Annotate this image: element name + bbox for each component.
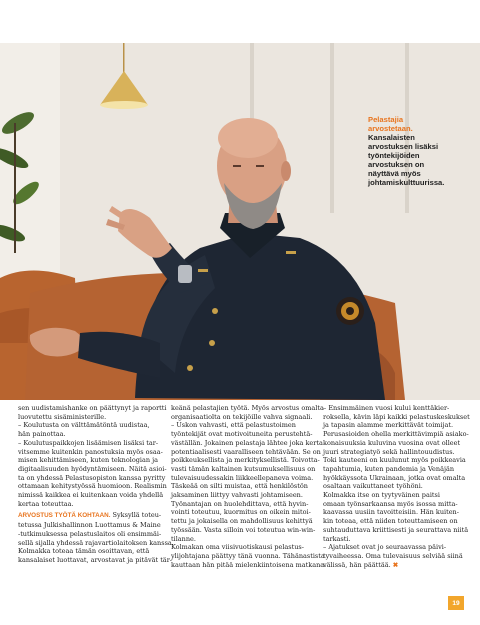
- text-line: hyökkäyssota Ukrainaan, jotka ovat omalta: [323, 473, 466, 482]
- text-line: työntekijät ovat motivoituneita perustehtä-: [171, 430, 313, 439]
- text-line: osaltaan vaikuttaneet työhöni.: [323, 482, 423, 491]
- text-line: sen uudistamishanke on päättynyt ja raportti: [18, 404, 167, 412]
- text-line: vitsemme kuitenkin panostuksia myös osaa-: [18, 447, 163, 456]
- text-line: tettu ja jokaisella on mahdollisuus kehittyä: [171, 517, 313, 526]
- text-line: tapahtumia, kuten pandemia ja Venäjän: [323, 464, 455, 473]
- text-line: konaisuuksia kuluvina vuosina ovat olleet: [323, 438, 461, 447]
- feature-photo: [0, 43, 480, 400]
- text-line: omaan työnsarkaansa myös isossa mitta-: [323, 499, 458, 508]
- text-line: Työnantajan on huolehdittava, että hyvin-: [171, 499, 309, 508]
- page-number-badge: [448, 596, 464, 610]
- text-line: Perusasioiden ohella merkittävimpiä asiako-: [323, 430, 469, 439]
- text-line: ylijohtajana päättyy tänä vuonna. Tähänastista: [171, 551, 325, 560]
- text-line: sellä sijalla yhdessä rajavartiolaitoksen kanssa.: [18, 538, 174, 547]
- photo-caption: [368, 115, 468, 187]
- caption-body-line: arvostuksen on: [368, 160, 425, 169]
- text-line: – Ajatukset ovat jo seuraavassa päivi-: [323, 543, 447, 552]
- caption-body-line: johtamiskulttuurissa.: [368, 178, 445, 187]
- caption-body-line: työntekijöiden: [368, 151, 420, 160]
- text-line: organisaatiolta on tekijöille vahva signaali.: [171, 412, 313, 421]
- caption-lead: [368, 115, 468, 133]
- text-line: digitaalisuuden hyödyntämiseen. Näitä asioi-: [18, 464, 167, 473]
- text-line: tulevaisuudessakin liikkeellepaneva voima.: [171, 473, 314, 482]
- text-line: potentiaalisesti vaaralliseen tehtävään. Se on: [171, 447, 321, 456]
- text-line: vointi toteutuu, kuormitus on oikein mitoi-: [171, 508, 311, 517]
- text-line: kertaa toteuttaa.: [18, 499, 74, 508]
- final-line: [323, 561, 463, 570]
- text-line: luovutettu sisäministerille.: [18, 412, 107, 421]
- text-fragment: välissä, hän päättää.: [323, 560, 391, 569]
- text-line: Kolmakka toteaa tämän osoittavan, että: [18, 547, 150, 556]
- caption-lead-line: arvostetaan.: [368, 124, 413, 133]
- text-line: – Ensimmäinen vuosi kului kenttäkier-: [323, 404, 450, 412]
- shoulder-badge: [336, 297, 364, 325]
- end-mark-icon: ✖: [392, 560, 399, 569]
- text-line: poikkeuksellista ja merkityksellistä. Toivotta-: [171, 456, 320, 465]
- text-line: ta on yhdessä Pelastusopiston kanssa pyritty: [18, 473, 166, 482]
- text-line: tyvaiheessa. Oma tulevaisuus selviää siinä: [323, 551, 463, 560]
- text-line: – Uskon vahvasti, että pelastustoimen: [171, 421, 296, 430]
- text-line: juuri strategiatyö sekä hallintouudistus.: [323, 447, 455, 456]
- text-line: tilanne.: [171, 534, 196, 543]
- text-line: Täskeää on silti muistaa, että henkilöstön: [171, 482, 308, 491]
- section-heading-line: [18, 511, 162, 521]
- caption-body: [368, 133, 468, 187]
- text-line: nimissä kaikkea ei kuitenkaan voida yhdellä: [18, 491, 164, 500]
- text-line: väställän. Jokainen pelastaja lähtee joka kerta: [171, 438, 323, 447]
- text-line: – Koulutuspaikkojen lisäämisen lisäksi tar-: [18, 438, 159, 447]
- text-fragment: Syksyllä toteu-: [110, 511, 162, 520]
- text-line: vasti tämän kaltainen kutsumuksellisuus on: [171, 464, 316, 473]
- text-line: Toki kauteeni on kuulunut myös poikkeavia: [323, 456, 466, 465]
- caption-body-line: näyttävä myös: [368, 169, 421, 178]
- caption-body-line: arvostuksen lisäksi: [368, 142, 439, 151]
- text-line: suhtauduttava kriittisesti ja seurattava niitä: [323, 525, 469, 534]
- text-line: – Koulutusta on välttämätöntä uudistaa,: [18, 421, 150, 430]
- text-line: -tutkimuksessa pelastuslaitos oli ensimmäi-: [18, 529, 162, 538]
- text-line: Kolmakan oma viisivuotiskausi pelastus-: [171, 543, 304, 552]
- text-line: ottamaan kehitystyössä huomioon. Realismin: [18, 482, 167, 491]
- section-heading: ARVOSTUS TYÖTÄ KOHTAAN.: [18, 512, 111, 520]
- article-column-3: [323, 404, 470, 569]
- text-line: työssään. Vasta silloin voi toteutua win-win-: [171, 525, 316, 534]
- text-line: kansalaiset luottavat, arvostavat ja pitävät tär-: [18, 555, 172, 564]
- text-line: kauttaan hän pitää mielenkiintoisena matkana.: [171, 560, 327, 569]
- portrait-illustration: [0, 43, 480, 400]
- text-line: tetussa Julkishallinnon Luottamus & Maine: [18, 521, 161, 530]
- text-line: jaksaminen liittyy vahvasti johtamiseen.: [171, 491, 303, 500]
- text-line: roksella, kävin läpi kaikki pelastuskeskukset: [323, 412, 470, 421]
- article-column-1: [18, 404, 174, 565]
- text-line: misen kehittämiseen, kuten teknologian ja: [18, 456, 159, 465]
- text-line: kin toteaa, että niiden toteuttamiseen on: [323, 517, 458, 526]
- text-line: kaavassa uusiin tavoitteisiin. Hän kuiten-: [323, 508, 459, 517]
- text-line: keänä pelastajien työtä. Myös arvostus omalta: [171, 404, 324, 412]
- article-column-2: [171, 404, 327, 569]
- text-line: ja tapasin alamme merkittävät toimijat.: [323, 421, 454, 430]
- page-number: 19: [452, 599, 460, 607]
- caption-lead-line: Pelastajia: [368, 115, 404, 124]
- text-line: Kolmakka itse on tyytyväinen paitsi: [323, 491, 440, 500]
- text-line: hän painottaa.: [18, 430, 66, 439]
- caption-body-line: Kansalaisten: [368, 133, 415, 142]
- text-line: tarkasti.: [323, 534, 351, 543]
